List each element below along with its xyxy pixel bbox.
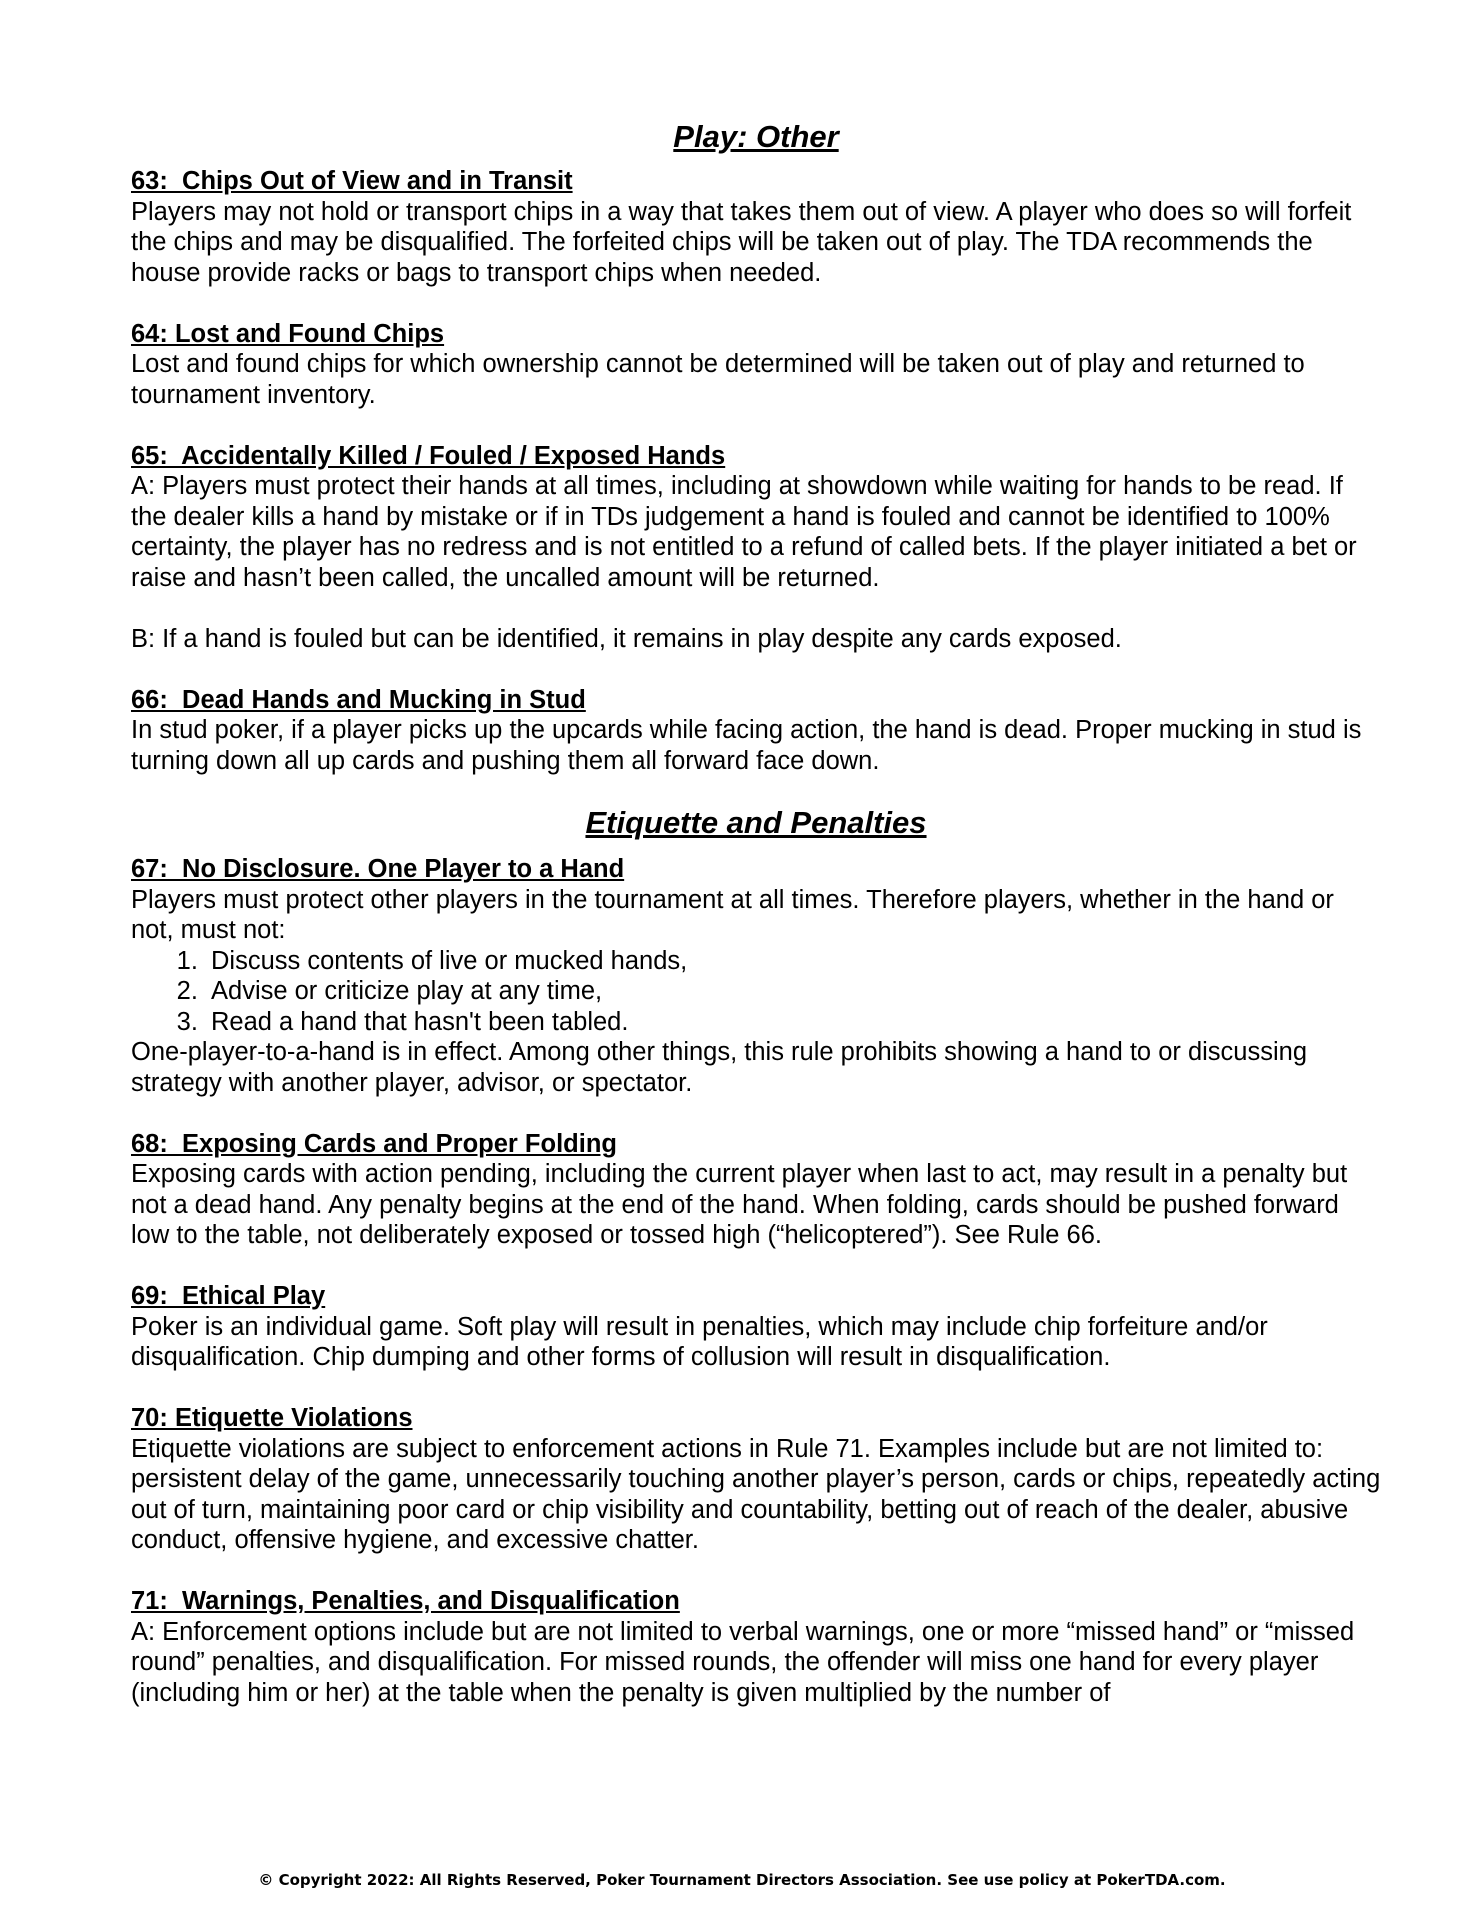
rule-heading: 69: Ethical Play — [131, 1282, 326, 1310]
rule-heading: 65: Accidentally Killed / Fouled / Exposed Hands — [131, 441, 726, 470]
rule-paragraph: Players may not hold or transport chips in a way that takes them out of view. A player who does so will forfeit the chips and may be disqualified. The forfeited chips will be taken out of play. The TDA recommends the house provide racks or bags to transport chips when needed. — [131, 197, 1352, 287]
rule-heading: 64: Lost and Found Chips — [131, 319, 445, 348]
rule-heading: 63: Chips Out of View and in Transit — [131, 167, 573, 195]
document-page — [131, 118, 1381, 1708]
list-item: 2. Advise or criticize play at any time, — [205, 976, 1381, 1007]
rule-paragraph: Players must protect other players in the tournament at all times. Therefore players, whether in the hand or not, must not: — [131, 885, 1334, 944]
rule-70 — [131, 1403, 1381, 1556]
rule-63 — [131, 166, 1381, 288]
rule-paragraph: A: Enforcement options include but are not limited to verbal warnings, one or more “missed hand” or “missed round” penalties, and disqualification. For missed rounds, the offender will miss one hand for every player (including him or her) at the table when the penalty is given multiplied by the number of — [131, 1617, 1355, 1707]
rule-paragraph: A: Players must protect their hands at all times, including at showdown while waiting for hands to be read. If the dealer kills a hand by mistake or if in TDs judgement a hand is fouled and cannot be identified to 100% certainty, the player has no redress and is not entitled to a refund of called bets. If the player initiated a bet or raise and hasn’t been called, the uncalled amount will be returned. — [131, 472, 1357, 592]
rule-65 — [131, 441, 1381, 655]
rule-paragraph: Lost and found chips for which ownership cannot be determined will be taken out of play and returned to tournament inventory. — [131, 350, 1305, 409]
rule-heading: 67: No Disclosure. One Player to a Hand — [131, 855, 625, 883]
list-item: 3. Read a hand that hasn't been tabled. — [205, 1007, 1381, 1038]
rule-69 — [131, 1281, 1381, 1373]
rule-66 — [131, 685, 1381, 777]
rule-paragraph: One-player-to-a-hand is in effect. Among other things, this rule prohibits showing a hand to or discussing strategy with another player, advisor, or spectator. — [131, 1038, 1308, 1097]
rule-heading: 66: Dead Hands and Mucking in Stud — [131, 685, 586, 714]
rule-paragraph: In stud poker, if a player picks up the upcards while facing action, the hand is dead. Proper mucking in stud is turning down all up cards and pushing them all forward face down. — [131, 716, 1362, 775]
rule-paragraph: Poker is an individual game. Soft play will result in penalties, which may include chip forfeiture and/or disqualification. Chip dumping and other forms of collusion will result in disqualification. — [131, 1312, 1268, 1371]
rule-paragraph: B: If a hand is fouled but can be identified, it remains in play despite any cards exposed. — [131, 624, 1122, 653]
section-title-etiquette-and-penalties: Etiquette and Penalties — [585, 805, 927, 840]
rule-heading: 71: Warnings, Penalties, and Disqualification — [131, 1587, 680, 1615]
rule-71 — [131, 1586, 1381, 1708]
rule-paragraph: Exposing cards with action pending, including the current player when last to act, may result in a penalty but not a dead hand. Any penalty begins at the end of the hand. When folding, cards should be pushed forward low to the table, not deliberately exposed or tossed high (“helicoptered”). See Rule 66. — [131, 1160, 1348, 1249]
rule-heading: 68: Exposing Cards and Proper Folding — [131, 1129, 617, 1158]
rule-paragraph: Etiquette violations are subject to enforcement actions in Rule 71. Examples include but are not limited to: persistent delay of the game, unnecessarily touching another player’s person, cards or chips, repeatedly acting out of turn, maintaining poor card or chip visibility and countability, betting out of reach of the dealer, abusive conduct, offensive hygiene, and excessive chatter. — [131, 1434, 1381, 1554]
rule-68 — [131, 1129, 1381, 1251]
rule-64 — [131, 319, 1381, 411]
list-item: 1. Discuss contents of live or mucked hands, — [205, 946, 1381, 977]
copyright-footer: © Copyright 2022: All Rights Reserved, Poker Tournament Directors Association. See use policy at PokerTDA.com. — [258, 1871, 1226, 1889]
section-title-play-other: Play: Other — [673, 119, 839, 154]
rule-67 — [131, 854, 1381, 1098]
rule-list — [131, 946, 1381, 1038]
rule-heading: 70: Etiquette Violations — [131, 1404, 413, 1432]
